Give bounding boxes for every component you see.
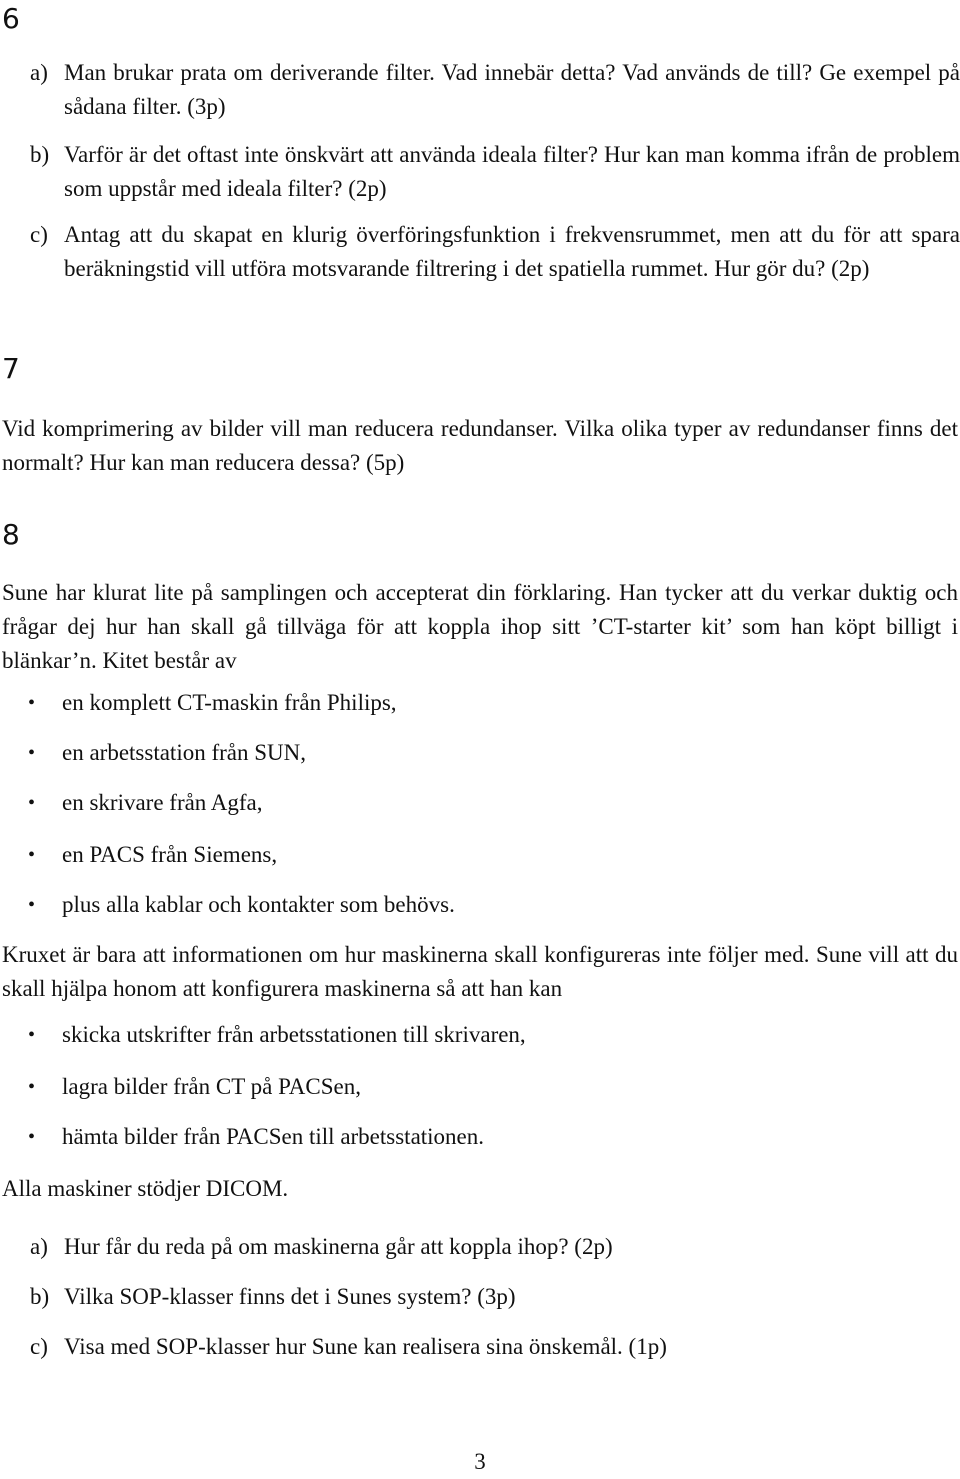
kit-list-item: • plus alla kablar och kontakter som behövs. [28, 888, 958, 922]
question-8c-text: Visa med SOP-klasser hur Sune kan realisera sina önskemål. (1p) [64, 1334, 667, 1359]
dicom-statement: Alla maskiner stödjer DICOM. [2, 1176, 289, 1201]
question-8c-label: c) [30, 1334, 48, 1359]
bullet-icon: • [28, 844, 36, 866]
question-6c-text: Antag att du skapat en klurig överföringsfunktion i frekvensrummet, men att du för att spara beräkningstid vill utföra motsvarande filtrering i det spatiella rummet. Hur gör du? (2p) [64, 222, 960, 281]
section-6-heading: 6 [2, 2, 20, 35]
kit-list-item: • en arbetsstation från SUN, [28, 736, 958, 770]
bullet-icon: • [28, 742, 36, 764]
goal-list-item: • lagra bilder från CT på PACSen, [28, 1070, 958, 1104]
question-6b-label: b) [30, 142, 50, 167]
goal-list-item: • skicka utskrifter från arbetsstationen till skrivaren, [28, 1018, 958, 1052]
question-8b-label: b) [30, 1284, 50, 1309]
page-number: 3 [474, 1449, 486, 1474]
bullet-icon: • [28, 792, 36, 814]
kit-list-item: • en PACS från Siemens, [28, 838, 958, 872]
section-8-heading: 8 [2, 518, 20, 551]
question-6a-label: a) [30, 60, 48, 85]
question-8a-label: a) [30, 1234, 48, 1259]
kit-list-item: • en skrivare från Agfa, [28, 786, 958, 820]
section-7-heading: 7 [2, 352, 20, 385]
question-8b-text: Vilka SOP-klasser finns det i Sunes system? (3p) [64, 1284, 516, 1309]
bullet-icon: • [28, 1126, 36, 1148]
kit-list-item: • en komplett CT-maskin från Philips, [28, 686, 958, 720]
question-8c [30, 1330, 960, 1364]
bullet-icon: • [28, 1076, 36, 1098]
question-8a [30, 1230, 960, 1264]
question-8a-text: Hur får du reda på om maskinerna går att koppla ihop? (2p) [64, 1234, 613, 1259]
question-6a-text: Man brukar prata om deriverande filter. Vad innebär detta? Vad används de till? Ge exempel på sådana filter. (3p) [64, 60, 960, 119]
question-6c-label: c) [30, 222, 48, 247]
question-8-middle: Kruxet är bara att informationen om hur maskinerna skall konfigureras inte följer med. Sune vill att du skall hjälpa honom att konfigurera maskinerna så att han kan [2, 942, 958, 1001]
question-6c [30, 218, 960, 286]
question-8-intro: Sune har klurat lite på samplingen och accepterat din förklaring. Han tycker att du verkar duktig och frågar dej hur han skall gå tillväga för att koppla ihop sitt ’CT-starter kit’ som han köpt billigt i blänkar’n. Kitet består av [2, 580, 958, 673]
question-6b-text: Varför är det oftast inte önskvärt att använda ideala filter? Hur kan man komma ifrån de problem som uppstår med ideala filter? (2p) [64, 142, 960, 201]
bullet-icon: • [28, 894, 36, 916]
bullet-icon: • [28, 692, 36, 714]
question-8b [30, 1280, 960, 1314]
bullet-icon: • [28, 1024, 36, 1046]
question-6b [30, 138, 960, 206]
question-6a [30, 56, 960, 124]
goal-list-item: • hämta bilder från PACSen till arbetsstationen. [28, 1120, 958, 1154]
question-7-text: Vid komprimering av bilder vill man reducera redundanser. Vilka olika typer av redundanser finns det normalt? Hur kan man reducera dessa? (5p) [2, 416, 958, 475]
